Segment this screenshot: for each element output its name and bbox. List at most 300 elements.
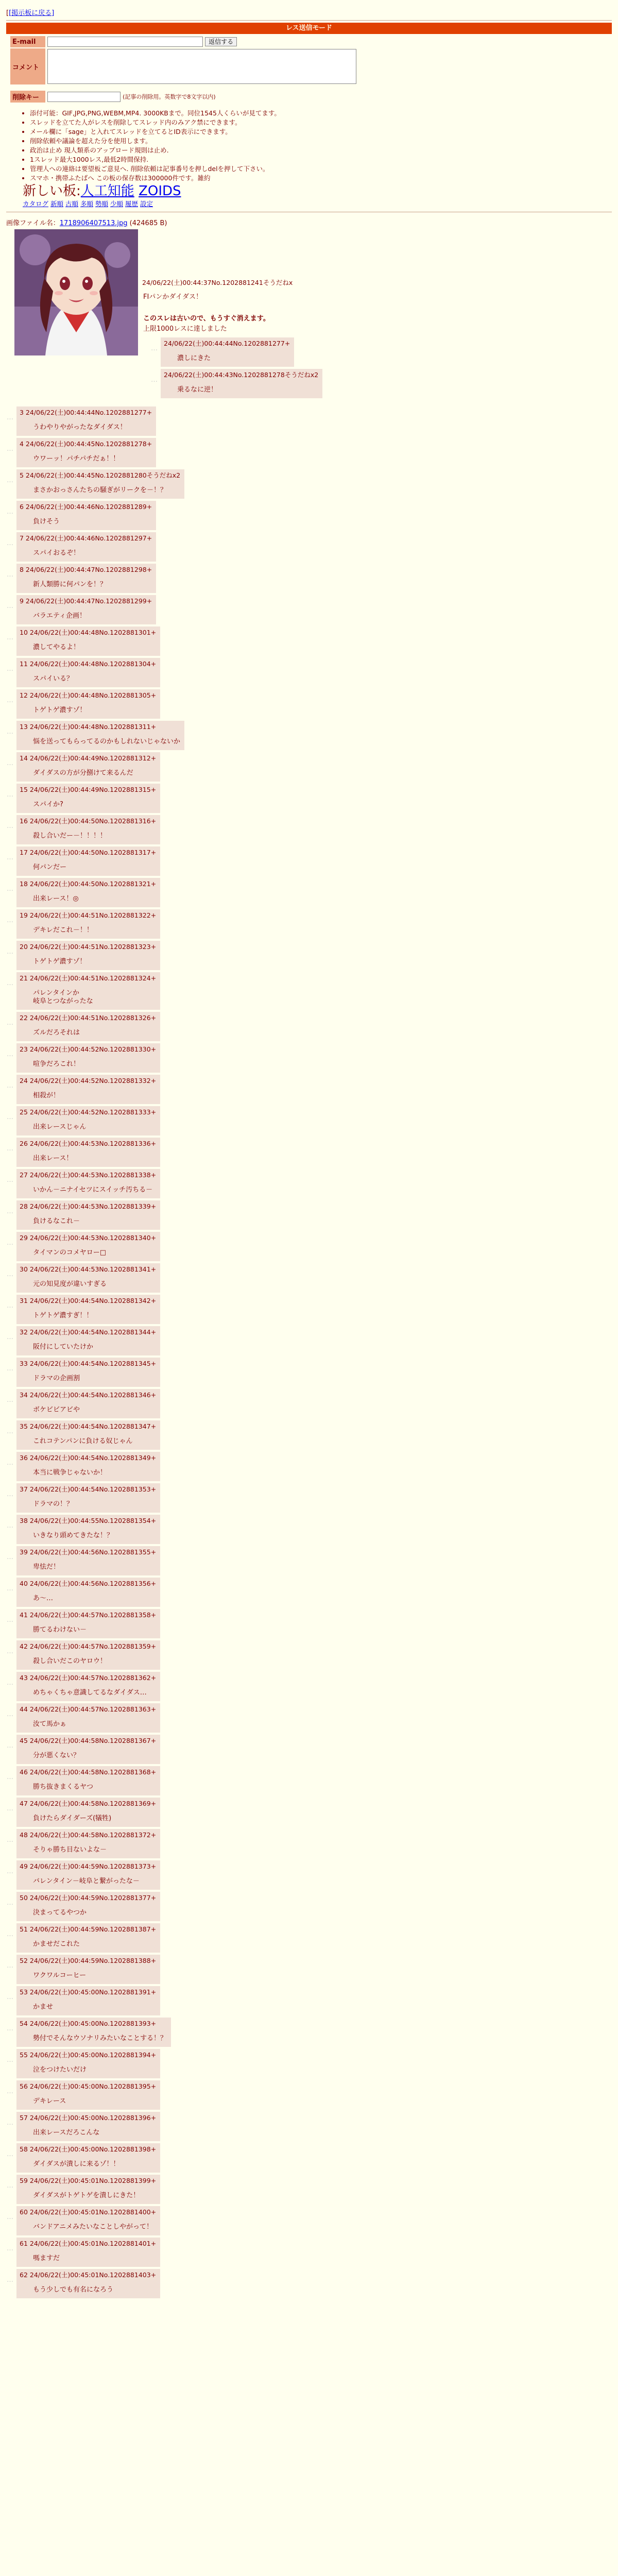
catalog-link[interactable]: カタログ: [23, 200, 49, 208]
reply-box: [16, 1389, 160, 1418]
reply-text: 出来レースじゃん: [33, 1123, 87, 1131]
reply-meta[interactable]: 49 24/06/22(土)00:44:59No.1202881373+: [20, 1862, 157, 1870]
settings-link[interactable]: 設定: [140, 200, 153, 208]
reply-indent: …: [7, 2056, 13, 2064]
reply-meta[interactable]: 18 24/06/22(土)00:44:50No.1202881321+: [20, 880, 157, 888]
rule-item: • 1スレッド最大1000レス,最低2時間保持.: [30, 155, 612, 164]
reply-post: [0, 2175, 618, 2204]
reply-box: [16, 1766, 160, 1795]
comment-textarea[interactable]: [47, 49, 356, 84]
reply-indent: …: [7, 1365, 13, 1372]
mode-bar: レス送信モード: [6, 23, 612, 34]
reply-indent: …: [7, 759, 13, 767]
reply-indent: …: [7, 1899, 13, 1907]
reply-box: [16, 1012, 160, 1041]
reply-box: [16, 2206, 160, 2235]
reply-indent: …: [7, 2182, 13, 2190]
reply-text: スパイか?: [33, 801, 63, 808]
reply-meta[interactable]: 6 24/06/22(土)00:44:46No.1202881289+: [20, 503, 152, 511]
reply-indent: …: [7, 1176, 13, 1184]
reply-box: [16, 1138, 160, 1167]
reply-indent: …: [7, 1962, 13, 1970]
reply-text: パレンタインか 岐阜とつながったな: [33, 989, 93, 1005]
reply-text: 殺し合いだこのヤロウ！: [33, 1657, 107, 1665]
reply-text: めちゃくちゃ意識してるなダイダス…: [33, 1689, 147, 1697]
reply-text: 出来レース！: [33, 1155, 73, 1162]
reply-meta[interactable]: 33 24/06/22(土)00:44:54No.1202881345+: [20, 1360, 157, 1367]
reply-indent: …: [7, 1773, 13, 1781]
reply-box: [16, 2238, 160, 2267]
reply-post: [0, 1892, 618, 1921]
reply-post: [0, 1012, 618, 1041]
reply-box: [16, 2049, 160, 2078]
op-post: [142, 278, 503, 400]
reply-text: 相殺が！: [33, 1092, 60, 1099]
reply-meta[interactable]: 4 24/06/22(土)00:44:45No.1202881278+: [20, 440, 152, 448]
reply-post: [0, 2080, 618, 2110]
new-board-link-ai[interactable]: 人工知能: [80, 183, 134, 199]
reply-indent: …: [7, 2088, 13, 2095]
reply-box: [16, 972, 160, 1010]
delete-key-label: 削除キー: [10, 91, 45, 103]
reply-post: [0, 1200, 618, 1230]
sort-old-link[interactable]: 古順: [65, 200, 79, 208]
reply-meta[interactable]: 61 24/06/22(土)00:45:01No.1202881401+: [20, 2240, 157, 2247]
reply-box: [16, 626, 160, 656]
reply-post: [0, 1735, 618, 1764]
reply-text: トゲトゲ濃すゾ！: [33, 706, 87, 714]
reply-indent: …: [7, 477, 13, 484]
reply-box: [16, 564, 156, 593]
reply-meta[interactable]: 52 24/06/22(土)00:44:59No.1202881388+: [20, 1957, 157, 1964]
reply-text: そりゃ勝ち目ないよな－: [33, 1846, 107, 1854]
reply-meta[interactable]: 22 24/06/22(土)00:44:51No.1202881326+: [20, 1014, 157, 1022]
reply-meta[interactable]: 11 24/06/22(土)00:44:48No.1202881304+: [20, 660, 157, 668]
reply-box: [16, 532, 156, 562]
reply-box: [16, 689, 160, 719]
reply-indent: …: [151, 345, 158, 352]
rule-item: • メール欄に「sage」と入れてスレッドを立てるとID表示にできます。: [30, 127, 612, 137]
reply-text: 出来レース！◎: [33, 895, 79, 903]
reply-indent: …: [7, 1145, 13, 1153]
reply-box: [16, 721, 184, 750]
reply-meta[interactable]: 28 24/06/22(土)00:44:53No.1202881339+: [20, 1202, 157, 1210]
back-to-board-link[interactable]: [掲示板に戻る]: [9, 9, 55, 17]
reply-post: [0, 1923, 618, 1953]
reply-meta[interactable]: 15 24/06/22(土)00:44:49No.1202881315+: [20, 786, 157, 793]
reply-post: [0, 1703, 618, 1733]
reply-post: [0, 2206, 618, 2235]
reply-indent: …: [7, 1742, 13, 1750]
sort-new-link[interactable]: 新順: [50, 200, 64, 208]
reply-box: [16, 2112, 160, 2141]
reply-box: [16, 784, 160, 813]
reply-meta[interactable]: 62 24/06/22(土)00:45:01No.1202881403+: [20, 2271, 157, 2279]
reply-meta[interactable]: 30 24/06/22(土)00:44:53No.1202881341+: [20, 1265, 157, 1273]
reply-post: [0, 406, 618, 436]
reply-box: [16, 1106, 160, 1136]
reply-box: [16, 406, 156, 436]
reply-meta[interactable]: 38 24/06/22(土)00:44:55No.1202881354+: [20, 1517, 157, 1524]
reply-meta[interactable]: 34 24/06/22(土)00:44:54No.1202881346+: [20, 1391, 157, 1399]
reply-text: 出来レースだろこんな: [33, 2129, 100, 2137]
reply-post: [0, 658, 618, 687]
reply-meta[interactable]: 43 24/06/22(土)00:44:57No.1202881362+: [20, 1674, 157, 1682]
image-file-link[interactable]: 1718906407513.jpg: [59, 219, 128, 227]
reply-indent: …: [7, 414, 13, 421]
reply-indent: …: [7, 1585, 13, 1592]
reply-meta[interactable]: 46 24/06/22(土)00:44:58No.1202881368+: [20, 1768, 157, 1776]
reply-post: [0, 1986, 618, 2015]
reply-indent: …: [7, 885, 13, 893]
reply-meta[interactable]: 54 24/06/22(土)00:45:00No.1202881393+: [20, 2020, 157, 2027]
reply-text: 元の知見度が違いすぎる: [33, 1280, 107, 1288]
reply-meta[interactable]: 31 24/06/22(土)00:44:54No.1202881342+: [20, 1297, 157, 1304]
reply-post: [0, 909, 618, 939]
reply-text: かませだこれた: [33, 1940, 80, 1948]
reply-indent: …: [7, 917, 13, 924]
reply-text: バレンタイン－岐阜と繋がったな－: [33, 1877, 140, 1885]
reply-indent: …: [7, 2025, 13, 2032]
rule-item: • スマホ・携帯ふたばへ この板の保存数は300000件です。雑約: [30, 174, 612, 183]
submit-button[interactable]: 返信する: [205, 37, 237, 46]
reply-box: [16, 1735, 160, 1764]
reply-text: デキレだこれ－！！: [33, 926, 93, 934]
reply-post: [0, 564, 618, 593]
reply-post: [0, 1546, 618, 1575]
reply-indent: …: [7, 1522, 13, 1530]
rules-list: [23, 109, 612, 209]
reply-indent: …: [7, 2119, 13, 2127]
reply-meta[interactable]: 9 24/06/22(土)00:44:47No.1202881299+: [20, 597, 152, 605]
reply-post: [0, 1043, 618, 1073]
reply-post: [0, 626, 618, 656]
reply-indent: …: [7, 697, 13, 704]
reply-meta[interactable]: 14 24/06/22(土)00:44:49No.1202881312+: [20, 754, 157, 762]
reply-meta[interactable]: 45 24/06/22(土)00:44:58No.1202881367+: [20, 1737, 157, 1744]
reply-text: バンドアニメみたいなことしやがって！: [33, 2223, 153, 2231]
rule-item: • 管理人への連絡は要望板ご意見へ. 削除依頼は記事番号を押しdelを押して下さい。: [30, 164, 612, 174]
reply-box: [16, 752, 160, 782]
reply-box: [16, 595, 156, 624]
reply-box: [161, 369, 322, 398]
reply-post: [0, 1452, 618, 1481]
new-boards-line: 新しい板:人工知能 ZOIDS: [23, 183, 181, 199]
reply-indent: …: [7, 1805, 13, 1812]
reply-box: [16, 1546, 160, 1575]
divider: [6, 20, 612, 21]
reply-box: [16, 815, 160, 844]
reply-text: ドラマの！？: [33, 1500, 74, 1508]
reply-indent: …: [7, 1396, 13, 1404]
reply-text: 負けるなこれ－: [33, 1217, 80, 1225]
reply-box: [16, 1232, 160, 1261]
reply-box: [16, 1043, 160, 1073]
reply-post: [0, 689, 618, 719]
reply-meta[interactable]: 32 24/06/22(土)00:44:54No.1202881344+: [20, 1328, 157, 1336]
delete-key-input[interactable]: [47, 92, 121, 102]
reply-post: [0, 1169, 618, 1198]
reply-meta[interactable]: 41 24/06/22(土)00:44:57No.1202881358+: [20, 1611, 157, 1619]
reply-indent: …: [7, 508, 13, 516]
reply-box: [16, 1798, 160, 1827]
reply-meta[interactable]: 58 24/06/22(土)00:45:00No.1202881398+: [20, 2145, 157, 2153]
reply-meta[interactable]: 53 24/06/22(土)00:45:00No.1202881391+: [20, 1988, 157, 1996]
reply-post: [0, 1798, 618, 1827]
reply-indent: …: [7, 1836, 13, 1844]
reply-post: [142, 369, 503, 398]
reply-text: ウワーッ！パチパチだぁ！！: [33, 455, 120, 463]
reply-text: スパイおるぞ！: [33, 549, 80, 557]
reply-indent: …: [7, 1019, 13, 1027]
thread-thumbnail-image[interactable]: [14, 229, 138, 355]
reply-indent: …: [7, 2150, 13, 2158]
reply-meta[interactable]: 29 24/06/22(土)00:44:53No.1202881340+: [20, 1234, 157, 1242]
reply-box: [16, 1986, 160, 2015]
reply-post: [142, 337, 503, 367]
reply-meta[interactable]: 51 24/06/22(土)00:44:59No.1202881387+: [20, 1925, 157, 1933]
reply-post: [0, 1358, 618, 1387]
reply-meta[interactable]: 20 24/06/22(土)00:44:51No.1202881323+: [20, 943, 157, 951]
reply-meta[interactable]: 27 24/06/22(土)00:44:53No.1202881338+: [20, 1171, 157, 1179]
reply-text: 殺し合いだー－！！！！: [33, 832, 107, 840]
reply-text: いかん－ニナイセツにスイッチ汚ちる－: [33, 1186, 153, 1194]
reply-box: [16, 2175, 160, 2204]
reply-box: [16, 2269, 160, 2298]
reply-post: [0, 2143, 618, 2173]
reply-meta[interactable]: 8 24/06/22(土)00:44:47No.1202881298+: [20, 566, 152, 573]
sort-momentum-link[interactable]: 勢順: [95, 200, 109, 208]
reply-post: [0, 1609, 618, 1638]
reply-text: 悩を送ってもらってるのかもしれないじゃないか: [33, 738, 181, 745]
reply-box: [16, 2018, 171, 2047]
reply-indent: …: [7, 1239, 13, 1247]
reply-post: [0, 595, 618, 624]
reply-indent: …: [7, 1553, 13, 1561]
reply-box: [16, 1420, 160, 1450]
reply-box: [16, 438, 156, 467]
reply-box: [161, 337, 294, 367]
reply-box: [16, 1923, 160, 1953]
reply-indent: …: [7, 665, 13, 673]
reply-text: 汝て馬かぁ: [33, 1720, 67, 1728]
reply-text: 分が悪くない？: [33, 1752, 80, 1759]
reply-box: [16, 1515, 160, 1544]
reply-box: [16, 1860, 160, 1890]
reply-text: 本当に戦争じゃないか！: [33, 1469, 107, 1477]
reply-text: トゲトゲ濃すぎ！！: [33, 1312, 93, 1319]
reply-text: 乗るなに逆！: [177, 386, 218, 394]
reply-box: [16, 878, 160, 907]
reply-indent: …: [7, 1208, 13, 1215]
reply-post: [0, 1263, 618, 1293]
catalog-links: [23, 199, 612, 209]
reply-meta[interactable]: 16 24/06/22(土)00:44:50No.1202881316+: [20, 817, 157, 825]
reply-meta[interactable]: 57 24/06/22(土)00:45:00No.1202881396+: [20, 2114, 157, 2122]
reply-box: [16, 1358, 160, 1387]
op-meta: 24/06/22(土)00:44:37No.1202881241そうだねx: [142, 279, 293, 286]
reply-meta[interactable]: 50 24/06/22(土)00:44:59No.1202881377+: [20, 1894, 157, 1902]
reply-box: [16, 469, 184, 499]
reply-text: ダイダスが潰しに来るゾ！！: [33, 2160, 120, 2168]
reply-meta[interactable]: 24/06/22(土)00:44:43No.1202881278そうだねx2: [164, 371, 319, 379]
reply-post: [0, 1515, 618, 1544]
reply-indent: …: [7, 822, 13, 830]
reply-text: デキレース: [33, 2097, 66, 2105]
reply-post: [0, 1326, 618, 1355]
reply-post: [0, 1295, 618, 1324]
reply-indent: …: [7, 571, 13, 579]
op-body: FIパンかダイダス！ このスレは古いので、もうすぐ消えます。 上限1000レスに達しました: [143, 293, 270, 333]
email-input[interactable]: [47, 37, 203, 47]
reply-box: [16, 1672, 160, 1701]
reply-meta[interactable]: 24 24/06/22(土)00:44:52No.1202881332+: [20, 1077, 157, 1084]
reply-meta[interactable]: 56 24/06/22(土)00:45:00No.1202881395+: [20, 2082, 157, 2090]
reply-meta[interactable]: 19 24/06/22(土)00:44:51No.1202881322+: [20, 911, 157, 919]
reply-post: [0, 501, 618, 530]
reply-text: トゲトゲ濃すゾ！: [33, 958, 87, 965]
reply-box: [16, 658, 160, 687]
reply-post: [0, 2269, 618, 2298]
reply-text: 決まってるやつか: [33, 1909, 87, 1917]
reply-indent: …: [7, 2213, 13, 2221]
reply-indent: …: [7, 854, 13, 861]
reply-post: [0, 1420, 618, 1450]
sort-many-link[interactable]: 多順: [80, 200, 94, 208]
reply-text: いきなり頭めてきたな！？: [33, 1532, 114, 1539]
reply-post: [0, 1483, 618, 1513]
reply-text: ワクワルコーヒー: [33, 1972, 87, 1979]
reply-indent: …: [7, 1082, 13, 1090]
reply-box: [16, 1075, 160, 1104]
reply-meta[interactable]: 17 24/06/22(土)00:44:50No.1202881317+: [20, 849, 157, 856]
reply-meta[interactable]: 13 24/06/22(土)00:44:48No.1202881311+: [20, 723, 157, 731]
reply-text: 勢付でそんなウソナリみたいなことする！？: [33, 2035, 167, 2042]
reply-meta[interactable]: 39 24/06/22(土)00:44:56No.1202881355+: [20, 1548, 157, 1556]
back-link-row: [[掲示板に戻る]: [6, 9, 55, 17]
reply-box: [16, 1578, 160, 1607]
reply-post: [0, 469, 618, 499]
comment-label: コメント: [10, 48, 45, 84]
reply-meta[interactable]: 24/06/22(土)00:44:44No.1202881277+: [164, 340, 290, 347]
reply-indent: …: [7, 1490, 13, 1498]
reply-meta[interactable]: 21 24/06/22(土)00:44:51No.1202881324+: [20, 974, 157, 982]
reply-post: [0, 878, 618, 907]
reply-box: [16, 909, 160, 939]
reply-text: 泣をつけたいだけ: [33, 2066, 87, 2074]
reply-meta[interactable]: 48 24/06/22(土)00:44:58No.1202881372+: [20, 1831, 157, 1839]
reply-text: 嗎ますだ: [33, 2255, 60, 2262]
reply-indent: …: [7, 1868, 13, 1875]
reply-meta[interactable]: 12 24/06/22(土)00:44:48No.1202881305+: [20, 691, 157, 699]
reply-box: [16, 1829, 160, 1858]
sort-few-link[interactable]: 少順: [110, 200, 124, 208]
reply-meta[interactable]: 47 24/06/22(土)00:44:58No.1202881369+: [20, 1800, 157, 1807]
reply-meta[interactable]: 37 24/06/22(土)00:44:54No.1202881353+: [20, 1485, 157, 1493]
reply-post: [0, 1640, 618, 1670]
reply-meta[interactable]: 40 24/06/22(土)00:44:56No.1202881356+: [20, 1580, 157, 1587]
reply-list: [0, 406, 618, 2300]
reply-box: [16, 1955, 160, 1984]
reply-meta[interactable]: 44 24/06/22(土)00:44:57No.1202881363+: [20, 1705, 157, 1713]
reply-text: 阪付にしていたけか: [33, 1343, 94, 1351]
reply-post: [0, 1672, 618, 1701]
reply-meta[interactable]: 42 24/06/22(土)00:44:57No.1202881359+: [20, 1642, 157, 1650]
reply-post: [0, 2238, 618, 2267]
reply-meta[interactable]: 60 24/06/22(土)00:45:01No.1202881400+: [20, 2208, 157, 2216]
reply-post: [0, 1766, 618, 1795]
reply-box: [16, 1640, 160, 1670]
reply-meta[interactable]: 36 24/06/22(土)00:44:54No.1202881349+: [20, 1454, 157, 1462]
reply-indent: …: [7, 979, 13, 987]
reply-indent: …: [7, 634, 13, 641]
reply-post: [0, 1829, 618, 1858]
reply-meta[interactable]: 35 24/06/22(土)00:44:54No.1202881347+: [20, 1422, 157, 1430]
rule-item: • 削除依頼や議論を超えた分を使用します。: [30, 137, 612, 146]
reply-post: [0, 815, 618, 844]
reply-post: [0, 1578, 618, 1607]
rule-item: • 添付可能：GIF,JPG,PNG,WEBM,MP4. 3000KBまで。同位1545人くらいが見てます。: [30, 109, 612, 118]
rule-item: • 政治は止め 現人類系のアップロード規則は止め.: [30, 146, 612, 155]
reply-indent: …: [7, 602, 13, 610]
reply-text: ダイダスの方が分捌けて来るんだ: [33, 769, 133, 777]
reply-meta[interactable]: 10 24/06/22(土)00:44:48No.1202881301+: [20, 629, 157, 636]
reply-meta[interactable]: 55 24/06/22(土)00:45:00No.1202881394+: [20, 2051, 157, 2059]
reply-meta[interactable]: 25 24/06/22(土)00:44:52No.1202881333+: [20, 1108, 157, 1116]
reply-text: 濃しにきた: [177, 354, 211, 362]
reply-text: 勝ち抜きまくるヤつ: [33, 1783, 94, 1791]
reply-text: スパイいる？: [33, 675, 74, 683]
reply-meta[interactable]: 59 24/06/22(土)00:45:01No.1202881399+: [20, 2177, 157, 2184]
reply-meta[interactable]: 26 24/06/22(土)00:44:53No.1202881336+: [20, 1140, 157, 1147]
reply-text: ダイダスがトゲトゲを潰しにきた！: [33, 2192, 140, 2199]
reply-box: [16, 2080, 160, 2110]
reply-post: [0, 1138, 618, 1167]
reply-text: 卑怯だ！: [33, 1563, 60, 1571]
reply-text: 勝てるわけない－: [33, 1626, 87, 1634]
reply-post: [0, 941, 618, 970]
reply-meta[interactable]: 7 24/06/22(土)00:44:46No.1202881297+: [20, 534, 152, 542]
history-link[interactable]: 履歴: [125, 200, 139, 208]
reply-post: [0, 784, 618, 813]
reply-box: [16, 501, 156, 530]
reply-indent: …: [7, 1648, 13, 1655]
reply-indent: …: [7, 445, 13, 453]
reply-indent: …: [7, 1333, 13, 1341]
new-board-link-zoids[interactable]: ZOIDS: [139, 183, 181, 199]
reply-text: ボケビビアビや: [33, 1406, 80, 1414]
reply-meta[interactable]: 3 24/06/22(土)00:44:44No.1202881277+: [20, 409, 152, 416]
reply-text: うわやりやがったなダイダス！: [33, 423, 127, 431]
reply-box: [16, 1200, 160, 1230]
reply-indent: …: [7, 2245, 13, 2252]
reply-post: [0, 532, 618, 562]
reply-form: [9, 35, 358, 104]
reply-meta[interactable]: 23 24/06/22(土)00:44:52No.1202881330+: [20, 1045, 157, 1053]
reply-post: [0, 846, 618, 876]
reply-post: [0, 1389, 618, 1418]
reply-meta[interactable]: 5 24/06/22(土)00:44:45No.1202881280そうだねx2: [20, 471, 181, 479]
reply-indent: …: [7, 791, 13, 799]
reply-post: [0, 2112, 618, 2141]
image-file-line: 画像ファイル名：1718906407513.jpg (424685 B): [6, 219, 167, 227]
reply-text: 喧争だろこれ！: [33, 1060, 80, 1068]
reply-box: [16, 1169, 160, 1198]
reply-text: バラエティ企画！: [33, 612, 86, 620]
reply-post: [0, 2018, 618, 2047]
reply-box: [16, 2143, 160, 2173]
reply-box: [16, 846, 160, 876]
